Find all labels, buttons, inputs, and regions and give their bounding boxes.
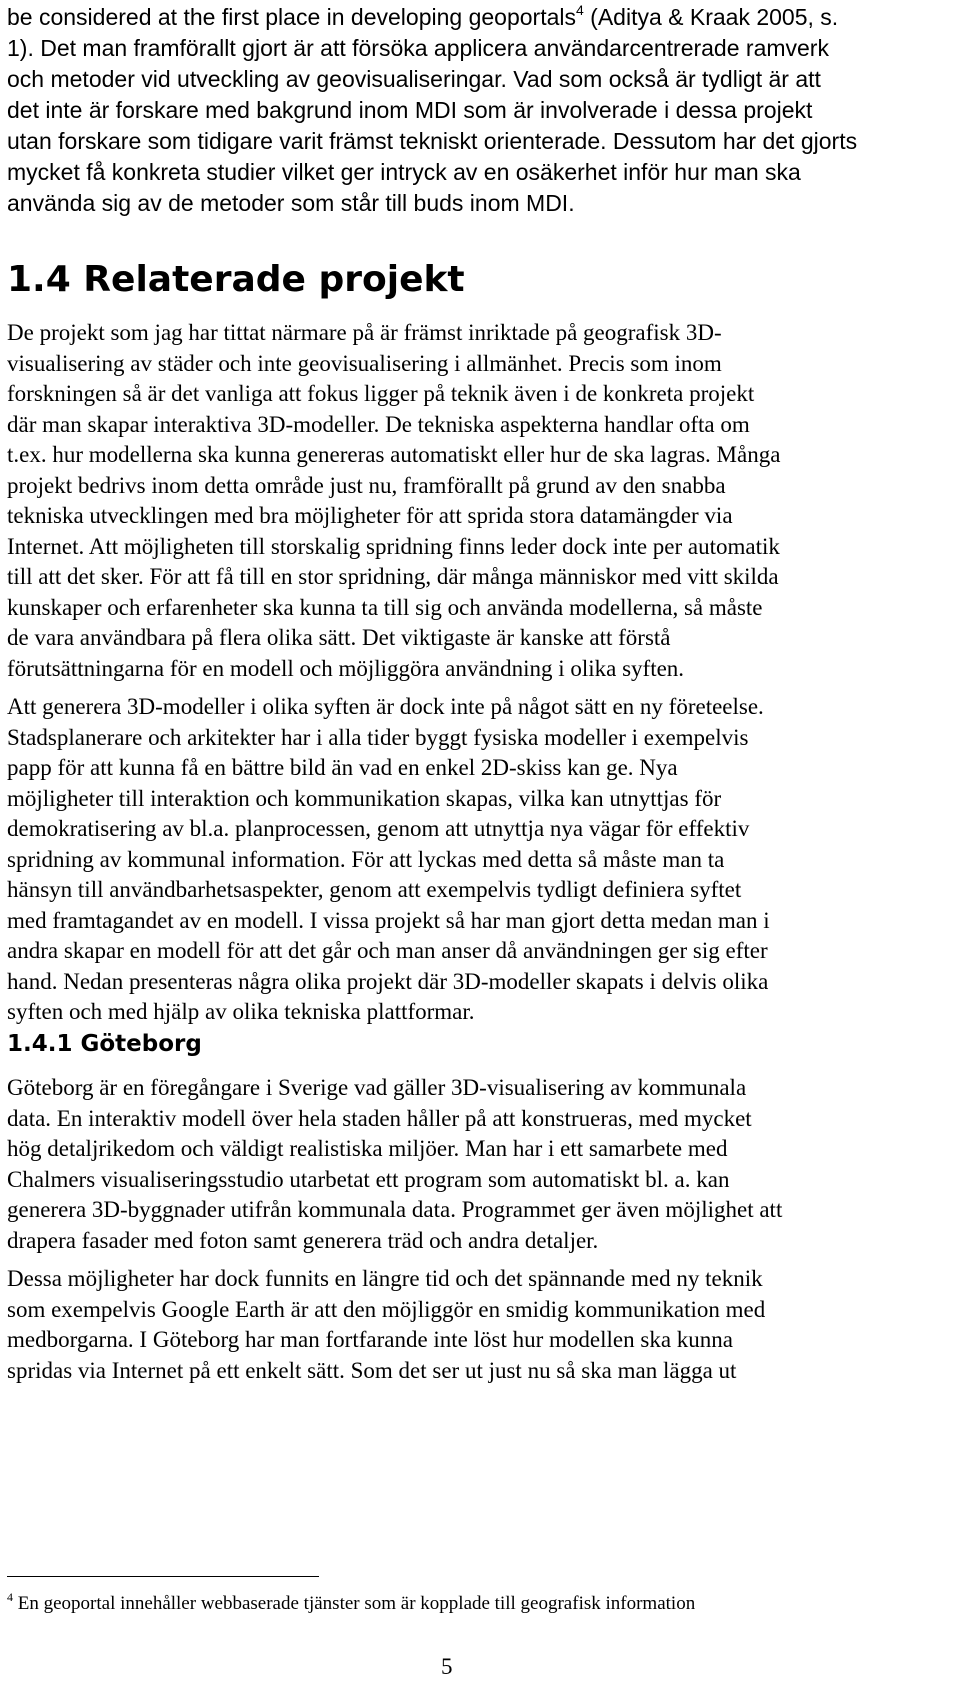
paragraph-line: Dessa möjligheter har dock funnits en längre tid och det spännande med ny teknik: [7, 1266, 763, 1291]
paragraph-line: spridning av kommunal information. För att lyckas med detta så måste man ta: [7, 846, 725, 872]
intro-line: använda sig av de metoder som står till buds inom MDI.: [7, 190, 575, 216]
intro-line: [7, 2, 927, 33]
paragraph-line: papp för att kunna få en bättre bild än vad en enkel 2D-skiss kan ge. Nya: [7, 755, 678, 780]
section-paragraph-1: [7, 318, 927, 684]
intro-line: och metoder vid utveckling av geovisualiseringar. Vad som också är tydligt är att: [7, 66, 821, 92]
paragraph-line: generera 3D-byggnader utifrån kommunala data. Programmet ger även möjlighet att: [7, 1197, 783, 1222]
paragraph-line: hänsyn till användbarhetsaspekter, genom att exempelvis tydligt definiera syftet: [7, 877, 742, 902]
subsection-paragraph-2: [7, 1264, 927, 1386]
paragraph-line: förutsättningarna för en modell och möjliggöra användning i olika syften.: [7, 655, 685, 681]
paragraph-line: Chalmers visualiseringsstudio utarbetat ett program som automatiskt bl. a. kan: [7, 1166, 730, 1192]
subsection-paragraph-1: [7, 1073, 927, 1256]
intro-paragraph: [7, 2, 927, 219]
page-number: 5: [441, 1654, 453, 1679]
footnote-text: En geoportal innehåller webbaserade tjänster som är kopplade till geografisk information: [13, 1593, 696, 1614]
paragraph-line: hand. Nedan presenteras några olika projekt där 3D-modeller skapats i delvis olika: [7, 968, 769, 994]
paragraph-line: andra skapar en modell för att det går och man anser då användningen ger sig efter: [7, 938, 768, 963]
paragraph-line: De projekt som jag har tittat närmare på är främst inriktade på geografisk 3D-: [7, 320, 722, 345]
paragraph-line: syften och med hjälp av olika tekniska plattformar.: [7, 999, 475, 1024]
paragraph-line: data. En interaktiv modell över hela staden håller på att konstrueras, med mycket: [7, 1105, 752, 1131]
paragraph-line: t.ex. hur modellerna ska kunna genereras automatiskt eller hur de ska lagras. Många: [7, 442, 781, 467]
paragraph-line: kunskaper och erfarenheter ska kunna ta till sig och använda modellerna, så måste: [7, 594, 763, 620]
section-heading: 1.4 Relaterade projekt: [7, 259, 465, 300]
section-paragraph-2: [7, 692, 927, 1028]
paragraph-line: Internet. Att möjligheten till storskalig spridning finns leder dock inte per automatik: [7, 533, 780, 559]
paragraph-line: tekniska utvecklingen med bra möjligheter för att sprida stora datamängder via: [7, 503, 733, 528]
intro-line: det inte är forskare med bakgrund inom MDI som är involverade i dessa projekt: [7, 97, 813, 123]
paragraph-line: möjligheter till interaktion och kommunikation skapas, vilka kan utnyttjas för: [7, 785, 722, 811]
paragraph-line: visualisering av städer och inte geovisualisering i allmänhet. Precis som inom: [7, 350, 722, 376]
paragraph-line: forskningen så är det vanliga att fokus ligger på teknik även i de konkreta projekt: [7, 381, 755, 406]
subsection-heading: 1.4.1 Göteborg: [7, 1031, 202, 1057]
footnote-divider: [7, 1576, 319, 1577]
paragraph-line: drapera fasader med foton samt generera träd och andra detaljer.: [7, 1227, 599, 1253]
paragraph-line: där man skapar interaktiva 3D-modeller. De tekniska aspekterna handlar ofta om: [7, 411, 750, 437]
intro-line: mycket få konkreta studier vilket ger intryck av en osäkerhet inför hur man ska: [7, 159, 801, 185]
paragraph-line: demokratisering av bl.a. planprocessen, genom att utnyttja nya vägar för effektiv: [7, 816, 750, 841]
intro-text: be considered at the first place in developing geoportals: [7, 4, 576, 30]
paragraph-line: projekt bedrivs inom detta område just nu, framförallt på grund av den snabba: [7, 472, 726, 498]
intro-line: utan forskare som tidigare varit främst tekniskt orienterade. Dessutom har det gjorts: [7, 128, 858, 154]
intro-line: 1). Det man framförallt gjort är att försöka applicera användarcentrerade ramverk: [7, 35, 829, 61]
intro-text: (Aditya & Kraak 2005, s.: [583, 4, 839, 30]
footnote-number: 4: [7, 1590, 13, 1604]
paragraph-line: de vara användbara på flera olika sätt. Det viktigaste är kanske att förstå: [7, 625, 671, 650]
paragraph-line: med framtagandet av en modell. I vissa projekt så har man gjort detta medan man i: [7, 907, 770, 933]
paragraph-line: Göteborg är en föregångare i Sverige vad gäller 3D-visualisering av kommunala: [7, 1075, 747, 1100]
paragraph-line: spridas via Internet på ett enkelt sätt. Som det ser ut just nu så ska man lägga ut: [7, 1357, 737, 1383]
paragraph-line: hög detaljrikedom och väldigt realistiska miljöer. Man har i ett samarbete med: [7, 1136, 728, 1161]
paragraph-line: Att generera 3D-modeller i olika syften är dock inte på något sätt en ny företeelse.: [7, 694, 764, 719]
paragraph-line: Stadsplanerare och arkitekter har i alla tider byggt fysiska modeller i exempelvis: [7, 724, 749, 750]
paragraph-line: medborgarna. I Göteborg har man fortfarande inte löst hur modellen ska kunna: [7, 1327, 733, 1352]
footnote-reference[interactable]: 4: [575, 2, 584, 18]
footnote: [7, 1592, 695, 1616]
paragraph-line: som exempelvis Google Earth är att den möjliggör en smidig kommunikation med: [7, 1296, 766, 1322]
paragraph-line: till att det sker. För att få till en stor spridning, där många människor med vitt skilda: [7, 564, 779, 589]
